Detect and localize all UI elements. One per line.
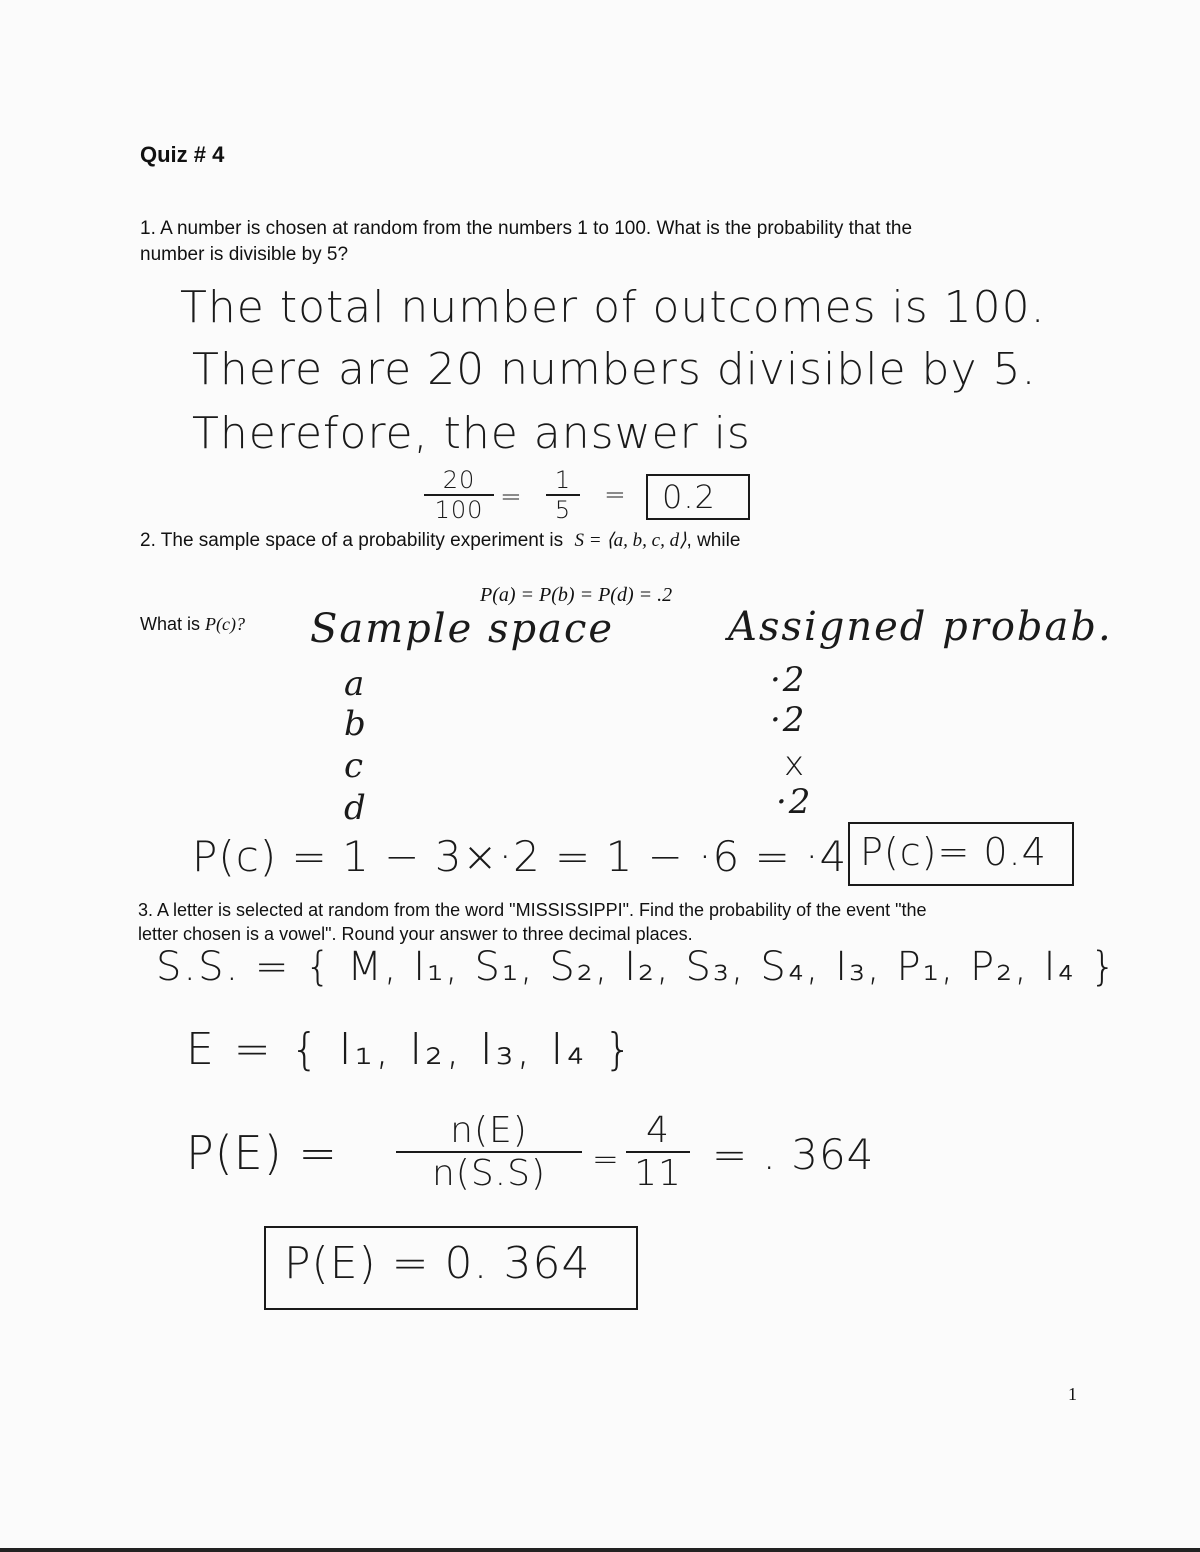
question-1-line-2: number is divisible by 5? [140, 244, 349, 265]
question-2-text: 2. The sample space of a probability experiment is [140, 530, 564, 551]
question-1-line-1: 1. A number is chosen at random from the numbers 1 to 100. What is the probability that the [140, 218, 913, 239]
scan-bottom-edge [0, 1548, 1200, 1552]
outcome-c: c [344, 746, 366, 786]
fraction-numerator: 4 [626, 1110, 690, 1153]
answer-2-calculation: P(c) = 1 − 3×·2 = 1 − ·6 = ·4 [192, 832, 848, 881]
fraction-numerator: n(E) [396, 1110, 582, 1153]
answer-3-pe-label: P(E) = [186, 1126, 338, 1180]
answer-3-fraction-n [396, 1110, 582, 1194]
sample-space-set: S = ⟨a, b, c, d⟩ [574, 530, 687, 551]
fraction-denominator: 11 [634, 1153, 682, 1194]
answer-1-line-1: The total number of outcomes is 100. [180, 282, 1046, 333]
equals-sign: = [604, 480, 627, 510]
answer-1-fraction-1-5 [546, 466, 580, 524]
question-2-line-1 [140, 528, 740, 554]
answer-3-sample-space: S.S. = { M, I₁, S₁, S₂, I₂, S₃, S₄, I₃, P₁, P₂, I₄ } [156, 944, 1118, 990]
probability-b: ·2 [770, 700, 807, 740]
question-2-ask-prefix: What is [140, 614, 201, 634]
answer-3-result: = . 364 [712, 1130, 875, 1179]
answer-3-event: E = { I₁, I₂, I₃, I₄ } [186, 1024, 635, 1075]
probability-a: ·2 [770, 660, 807, 700]
answer-1-boxed-value: 0.2 [662, 478, 716, 516]
question-3-line-2: letter chosen is a vowel". Round your answer to three decimal places. [138, 924, 693, 944]
question-3-line-1: 3. A letter is selected at random from the word "MISSISSIPPI". Find the probability of the event "the [138, 900, 927, 920]
fraction-denominator: 100 [434, 496, 484, 524]
probability-d: ·2 [776, 782, 813, 822]
answer-3-fraction-4-11 [626, 1110, 690, 1194]
fraction-numerator: 1 [546, 466, 580, 496]
answer-1-box [646, 474, 750, 520]
fraction-denominator: 5 [554, 496, 572, 524]
page-number: 1 [1068, 1384, 1077, 1404]
equals-sign: = [500, 482, 523, 512]
answer-2-boxed-value: P(c)= 0.4 [860, 830, 1047, 874]
question-2-ask [140, 614, 245, 635]
question-2-while: , while [686, 530, 741, 551]
equals-sign: = [592, 1140, 620, 1178]
page-title: Quiz # 4 [140, 142, 225, 167]
outcome-a: a [344, 664, 367, 704]
given-probabilities: P(a) = P(b) = P(d) = .2 [480, 584, 673, 606]
probability-c-unknown: x [784, 744, 806, 784]
answer-2-box [848, 822, 1074, 886]
answer-1-line-3: Therefore, the answer is [192, 408, 751, 459]
question-2-ask-expr: P(c)? [205, 614, 246, 634]
outcome-d: d [344, 788, 368, 828]
fraction-numerator: 20 [424, 466, 494, 496]
answer-3-box [264, 1226, 638, 1310]
assigned-probability-header: Assigned probab. [728, 604, 1113, 650]
answer-1-line-2: There are 20 numbers divisible by 5. [192, 344, 1037, 395]
sample-space-header: Sample space [310, 606, 615, 652]
answer-1-fraction-20-100 [424, 466, 494, 524]
outcome-b: b [344, 704, 368, 744]
answer-3-boxed-value: P(E) = 0. 364 [284, 1238, 591, 1289]
fraction-denominator: n(S.S) [431, 1153, 547, 1194]
